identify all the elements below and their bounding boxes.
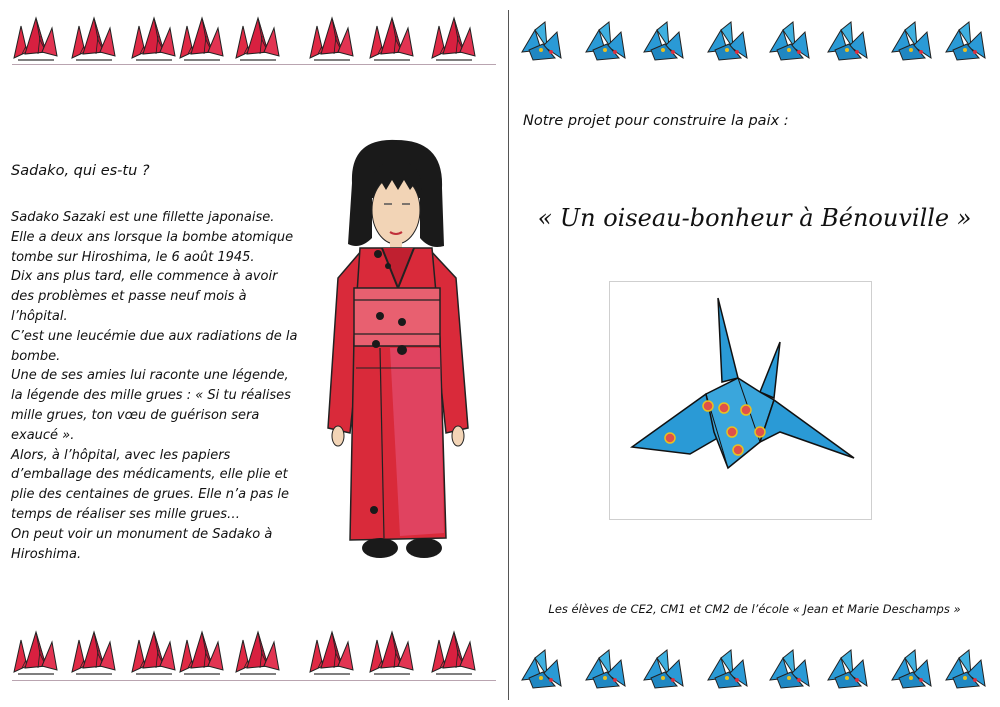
story-line: On peut voir un monument de Sadako à <box>11 526 273 542</box>
girl-in-kimono-drawing <box>320 138 480 563</box>
story-line: tombe sur Hiroshima, le 6 août 1945. <box>11 249 255 265</box>
story-line: plie des centaines de grues. Elle n’a pas le <box>11 487 289 503</box>
blue-origami-bird-icon <box>519 16 989 66</box>
story-line: l’hôpital. <box>11 308 68 324</box>
red-origami-crane-icon <box>12 16 492 66</box>
red-origami-crane-icon <box>12 630 492 680</box>
story-line: C’est une leucémie due aux radiations de la <box>11 328 298 344</box>
story-line: Dix ans plus tard, elle commence à avoir <box>11 269 278 285</box>
project-title: « Un oiseau-bonheur à Bénouville » <box>537 204 972 232</box>
bottom-crane-border <box>12 630 492 682</box>
intro-title: Sadako, qui es-tu ? <box>11 163 150 179</box>
credits-text: Les élèves de CE2, CM1 et CM2 de l’école « Jean et Marie Deschamps » <box>548 602 961 616</box>
story-line: Alors, à l’hôpital, avec les papiers <box>11 447 231 463</box>
blue-origami-bird-icon <box>519 644 989 694</box>
story-line: bombe. <box>11 348 61 364</box>
story-line: exaucé ». <box>11 427 75 443</box>
blue-origami-crane-drawing <box>610 282 871 519</box>
top-crane-border <box>12 16 492 68</box>
crane-illustration-frame <box>609 281 872 520</box>
story-line: Hiroshima. <box>11 546 82 562</box>
story-line: Elle a deux ans lorsque la bombe atomique <box>11 229 294 245</box>
story-line: la légende des mille grues : « Si tu réalises <box>11 388 291 404</box>
right-page <box>509 0 1000 707</box>
story-line: des problèmes et passe neuf mois à <box>11 289 247 305</box>
project-intro: Notre projet pour construire la paix : <box>523 113 789 129</box>
top-bird-border <box>519 16 989 68</box>
story-line: mille grues, ton vœu de guérison sera <box>11 407 260 423</box>
story-line: temps de réaliser ses mille grues… <box>11 506 240 522</box>
border-line <box>12 680 496 681</box>
story-line: Une de ses amies lui raconte une légende, <box>11 368 289 384</box>
story-line: d’emballage des médicaments, elle plie et <box>11 467 288 483</box>
story-line: Sadako Sazaki est une fillette japonaise. <box>11 210 275 225</box>
story-text <box>11 208 311 564</box>
border-line <box>12 64 496 65</box>
bottom-bird-border <box>519 644 989 696</box>
